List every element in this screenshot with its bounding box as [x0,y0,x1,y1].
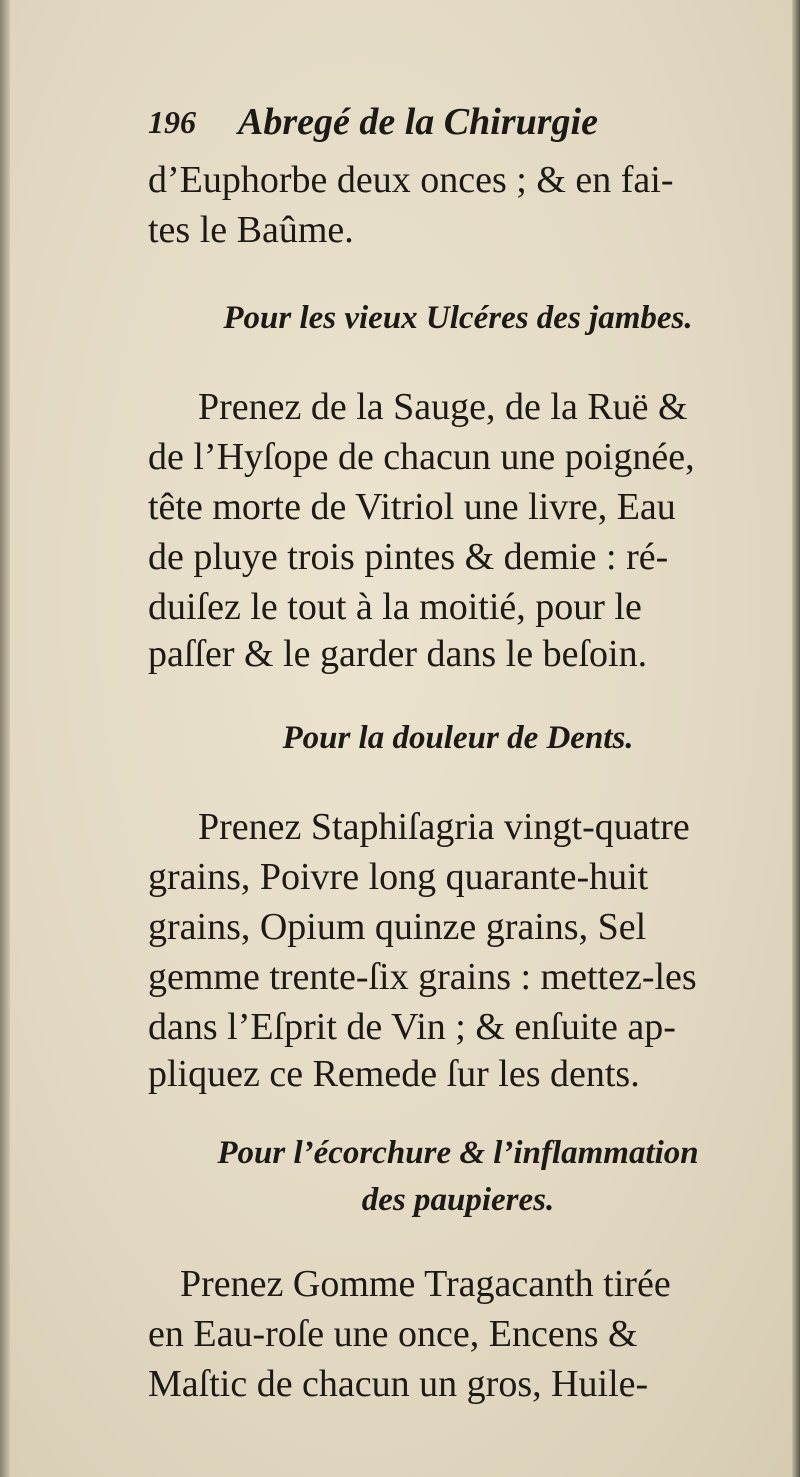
text-line: gemme trente-ſix grains : mettez-les [148,956,697,998]
section-heading-ulcers: Pour les vieux Ulcéres des jambes. [223,300,693,336]
text-line: en Eau-roſe une once, Encens & [148,1313,638,1355]
text-line: duiſez le tout à la moitié, pour le [148,586,642,628]
text-line: de pluye trois pintes & demie : ré- [148,536,669,578]
text-line: grains, Poivre long quarante-huit [148,856,649,898]
running-header [148,100,768,152]
text-line: tête morte de Vitriol une livre, Eau [148,486,676,528]
section-heading-toothache: Pour la douleur de Dents. [282,720,634,756]
text-line: d’Euphorbe deux onces ; & en fai- [148,159,674,201]
page-gutter-shadow [0,0,10,1477]
text-line: paſſer & le garder dans le beſoin. [148,633,648,675]
text-line: Maſtic de chacun un gros, Huile- [148,1363,649,1405]
section-heading-eyelids-line2: des paupieres. [361,1182,555,1218]
section-heading-eyelids: Pour l’écorchure & l’inflammation [217,1135,699,1171]
text-line: tes le Baûme. [148,209,354,251]
text-line: de l’Hyſope de chacun une poignée, [148,436,695,478]
text-line: dans l’Eſprit de Vin ; & enſuite ap- [148,1006,676,1048]
text-line: pliquez ce Remede ſur les dents. [148,1053,640,1095]
text-line: grains, Opium quinze grains, Sel [148,906,647,948]
page-number: 196 [148,104,196,140]
running-title: Abregé de la Chirurgie [238,101,598,143]
text-line: Prenez de la Sauge, de la Ruë & [198,386,688,428]
text-line: Prenez Gomme Tragacanth tirée [180,1263,671,1305]
text-line: Prenez Staphiſagria vingt-quatre [198,806,690,848]
page-edge-shadow [792,0,800,1477]
